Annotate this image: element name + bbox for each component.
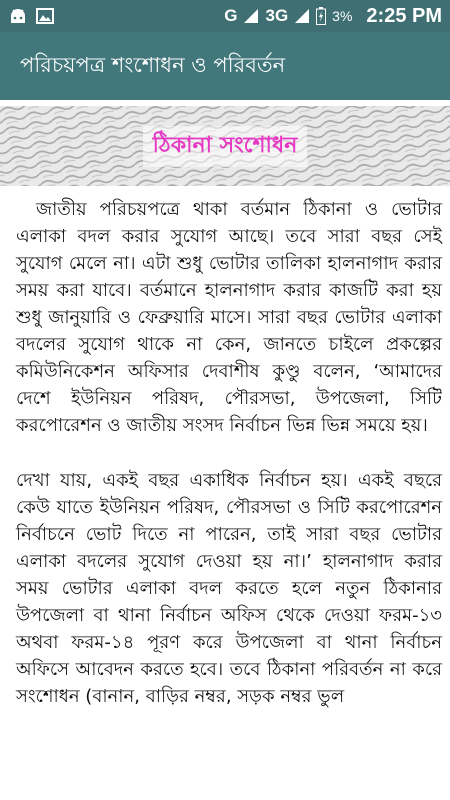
notification-icons — [8, 7, 54, 25]
system-status — [224, 5, 442, 28]
paragraph: দেখা যায়, একই বছর একাধিক নির্বাচন হয়। একই বছরে কেউ যাতে ইউনিয়ন পরিষদ, পৌরসভা ও সিটি করপোরেশন নির্বাচনে ভোট দিতে না পারেন, তাই সারা বছর ভোটার এলাকা বদলের সুযোগ দেওয়া হয় না।’ হালনাগাদ করার সময় ভোটার এলাকা বদল করতে হলে নতুন ঠিকানার উপজেলা বা থানা নির্বাচন অফিস থেকে দেওয়া ফরম-১৩ অথবা ফরম-১৪ পূরণ করে উপজেলা বা থানা নির্বাচন অফিসে আবেদন করতে হবে। তবে ঠিকানা পরিবর্তন না করে সংশোধন (বানান, বাড়ির নম্বর, সড়ক নম্বর ভুল — [16, 470, 442, 707]
image-notification-icon — [36, 7, 54, 25]
battery-charging-icon — [316, 7, 326, 25]
status-bar — [0, 0, 450, 32]
app-bar — [0, 32, 450, 100]
paragraph: জাতীয় পরিচয়পত্রে থাকা বর্তমান ঠিকানা ও ভোটার এলাকা বদল করার সুযোগ আছে। তবে সারা বছর সেই সুযোগ মেলে না। এটা শুধু ভোটার তালিকা হালনাগাদ করার সময় করা যাবে। বর্তমানে হালনাগাদ করার কাজটি করা হয় শুধু জানুয়ারি ও ফেব্রুয়ারি মাসে। সারা বছর ভোটার এলাকা বদলের সুযোগ থাকে না কেন, জানতে চাইলে প্রকল্পের কমিউনিকেশন অফিসার দেবাশীষ কুণ্ডু বলেন, ‘আমাদের দেশে ইউনিয়ন পরিষদ, পৌরসভা, উপজেলা, সিটি করপোরেশন ও জাতীয় সংসদ নির্বাচন ভিন্ন ভিন্ন সময়ে হয়। — [16, 199, 442, 436]
signal-icon — [294, 8, 310, 24]
battery-percent: 3% — [332, 8, 353, 24]
signal-icon — [243, 8, 259, 24]
banner-title: ঠিকানা সংশোধন — [143, 126, 308, 167]
article-body[interactable] — [0, 196, 450, 800]
clock: 2:25 PM — [366, 4, 442, 27]
network-type-label: G — [224, 6, 238, 25]
network-3g-label: 3G — [265, 6, 289, 25]
section-banner — [0, 106, 450, 186]
android-notification-icon — [8, 7, 28, 25]
app-title: পরিচয়পত্র শংশোধন ও পরিবর্তন — [20, 52, 286, 77]
